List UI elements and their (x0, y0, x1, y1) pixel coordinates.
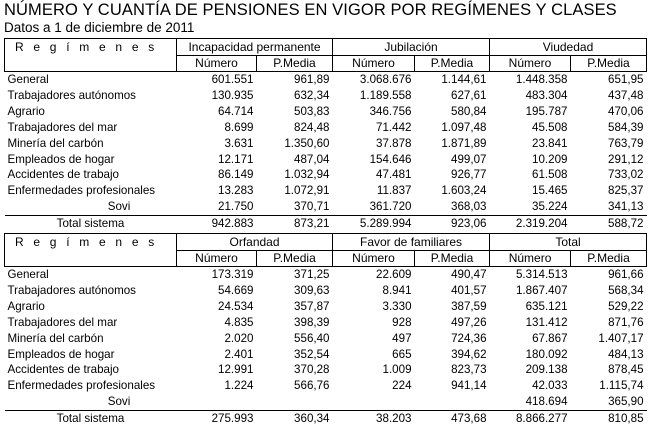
table-cell: 387,59 (451, 299, 487, 313)
table-cell: 733,02 (608, 168, 644, 182)
row-label: Accidentes de trabajo (7, 168, 119, 182)
table-cell: 497,26 (451, 315, 487, 329)
table-cell: 1.115,74 (599, 379, 644, 393)
table-cell: 3.068.676 (359, 73, 412, 86)
column-header: P.Media (257, 251, 333, 267)
table-row (5, 347, 647, 363)
row-label: Agrario (7, 299, 45, 313)
regimes-header-spacer (5, 56, 177, 72)
total-cell: 810,85 (571, 411, 647, 427)
table-cell: 763,79 (608, 136, 644, 150)
table-cell: 1.032,94 (284, 168, 330, 182)
column-header: Número (177, 56, 257, 72)
table-cell: 54.669 (218, 283, 254, 297)
table-cell: 568,34 (608, 283, 644, 297)
table-cell: 2.401 (224, 347, 254, 361)
table-cell: 130.935 (211, 88, 254, 102)
table-row (5, 315, 647, 331)
table-cell: 21.750 (218, 200, 254, 214)
table-row (5, 267, 647, 283)
table-cell: 368,03 (451, 200, 487, 214)
table-cell: 5.314.513 (515, 268, 568, 281)
regimes-header-spacer (5, 251, 177, 267)
table-cell: 651,95 (608, 73, 644, 86)
table-cell: 12.171 (218, 152, 254, 166)
table-cell: 487,04 (294, 152, 330, 166)
table-cell (257, 394, 333, 410)
table-cell: 1.603,24 (441, 184, 487, 198)
table-row (5, 394, 647, 410)
column-header: P.Media (415, 251, 490, 267)
table-row (5, 167, 647, 183)
table-cell: 371,25 (294, 268, 330, 281)
table-cell: 45.508 (532, 120, 568, 134)
table-cell: 556,40 (294, 331, 330, 345)
table-cell: 1.867.407 (515, 283, 568, 297)
table-cell: 24.534 (218, 299, 254, 313)
table-cell: 497 (392, 331, 412, 345)
row-label: Empleados de hogar (7, 347, 115, 361)
table-cell: 484,13 (608, 347, 644, 361)
row-label: Trabajadores del mar (7, 120, 118, 134)
column-header: Número (333, 251, 415, 267)
row-label: Enfermedades profesionales (7, 184, 156, 198)
table-cell: 154.646 (369, 152, 412, 166)
table-cell: 926,77 (451, 168, 487, 182)
total-label: Total sistema (5, 216, 177, 232)
table-cell: 361.720 (369, 200, 412, 214)
total-cell: 588,72 (571, 216, 647, 232)
table-row (5, 120, 647, 136)
table-cell: 1.009 (382, 363, 412, 377)
table-cell: 483.304 (525, 88, 568, 102)
table-cell: 1.871,89 (441, 136, 487, 150)
table-cell (333, 394, 415, 410)
row-label: Empleados de hogar (7, 152, 115, 166)
table-cell: 209.138 (525, 363, 568, 377)
table-cell: 357,87 (294, 299, 330, 313)
table-cell: 490,47 (451, 268, 487, 281)
table-cell: 635.121 (525, 299, 568, 313)
row-label: Trabajadores autónomos (7, 283, 136, 297)
table-cell: 961,66 (608, 268, 644, 281)
group-header: Viudedad (490, 39, 647, 56)
row-label: Minería del carbón (7, 331, 104, 345)
table-cell: 3.330 (382, 299, 412, 313)
row-label: Enfermedades profesionales (7, 379, 156, 393)
table-cell: 941,14 (451, 379, 487, 393)
column-header: P.Media (571, 56, 647, 72)
total-label: Total sistema (5, 411, 177, 427)
table-cell: 173.319 (211, 268, 254, 281)
table-row (5, 136, 647, 152)
table-cell: 37.878 (376, 136, 412, 150)
table-cell: 10.209 (532, 152, 568, 166)
table-cell: 566,76 (294, 379, 330, 393)
table-cell: 584,39 (608, 120, 644, 134)
row-label: Trabajadores del mar (7, 315, 118, 329)
table-cell: 601.551 (211, 73, 254, 86)
row-label: Agrario (7, 104, 45, 118)
table-cell: 823,73 (451, 363, 487, 377)
group-header: Incapacidad permanente (177, 39, 333, 56)
table-cell: 64.714 (218, 104, 254, 118)
total-cell: 5.289.994 (333, 216, 415, 232)
column-header: Número (177, 251, 257, 267)
table-row (5, 299, 647, 315)
table-row (5, 104, 647, 120)
table-cell: 632,34 (294, 88, 330, 102)
table-cell: 1.224 (224, 379, 254, 393)
table-cell: 401,57 (451, 283, 487, 297)
table-cell: 71.442 (376, 120, 412, 134)
row-label: Minería del carbón (7, 136, 104, 150)
total-cell: 942.883 (177, 216, 257, 232)
table-cell: 365,90 (608, 395, 644, 409)
table-cell: 13.283 (218, 184, 254, 198)
table-cell (415, 394, 490, 410)
table-cell: 871,76 (608, 315, 644, 329)
table-cell: 724,36 (451, 331, 487, 345)
table-cell: 398,39 (294, 315, 330, 329)
table-row (5, 331, 647, 347)
table-cell: 627,61 (451, 88, 487, 102)
table-row (5, 152, 647, 168)
table-cell: 12.991 (218, 363, 254, 377)
table-row (5, 199, 647, 215)
column-header: Número (490, 56, 571, 72)
total-cell: 8.866.277 (490, 411, 571, 427)
table-cell: 418.694 (525, 395, 568, 409)
table-cell: 67.867 (532, 331, 568, 345)
table-cell: 224 (392, 379, 412, 393)
table-cell: 928 (392, 315, 412, 329)
total-cell: 360,34 (257, 411, 333, 427)
regimes-header: R e g í m e n e s (5, 234, 177, 251)
table-cell: 4.835 (224, 315, 254, 329)
table-cell: 878,45 (608, 363, 644, 377)
table-cell: 1.144,61 (441, 73, 487, 86)
table-cell: 665 (392, 347, 412, 361)
group-header: Jubilación (333, 39, 490, 56)
column-header: Número (490, 251, 571, 267)
table-cell (177, 394, 257, 410)
table-cell: 503,83 (294, 104, 330, 118)
table-cell: 131.412 (525, 315, 568, 329)
table-cell: 499,07 (451, 152, 487, 166)
table-cell: 35.224 (532, 200, 568, 214)
table-2 (4, 233, 647, 427)
total-cell: 473,68 (415, 411, 490, 427)
table-cell: 825,37 (608, 184, 644, 198)
page-subtitle: Datos a 1 de diciembre de 2011 (4, 20, 195, 35)
group-header: Favor de familiares (333, 234, 490, 251)
total-cell: 275.993 (177, 411, 257, 427)
table-cell: 42.033 (532, 379, 568, 393)
row-label: Sovi (107, 200, 131, 214)
column-header: P.Media (571, 251, 647, 267)
table-cell: 1.072,91 (284, 184, 330, 198)
table-cell: 470,06 (608, 104, 644, 118)
table-cell: 1.189.558 (359, 88, 412, 102)
pensions-table-1 (4, 38, 646, 232)
table-cell: 370,28 (294, 363, 330, 377)
table-cell: 195.787 (525, 104, 568, 118)
table-cell: 580,84 (451, 104, 487, 118)
row-label: Accidentes de trabajo (7, 363, 119, 377)
table-cell: 291,12 (608, 152, 644, 166)
table-cell: 824,48 (294, 120, 330, 134)
total-cell: 923,06 (415, 216, 490, 232)
total-cell: 2.319.204 (490, 216, 571, 232)
table-cell: 15.465 (532, 184, 568, 198)
total-cell: 873,21 (257, 216, 333, 232)
table-cell: 2.020 (224, 331, 254, 345)
table-cell: 47.481 (376, 168, 412, 182)
table-cell: 370,71 (294, 200, 330, 214)
table-cell: 23.841 (532, 136, 568, 150)
group-header: Orfandad (177, 234, 333, 251)
table-cell: 1.097,48 (441, 120, 487, 134)
table-cell: 437,48 (608, 88, 644, 102)
row-label: General (7, 268, 49, 281)
table-1 (4, 38, 647, 232)
table-cell: 86.149 (218, 168, 254, 182)
pensions-table-2 (4, 233, 646, 427)
column-header: Número (333, 56, 415, 72)
table-row (5, 362, 647, 378)
table-cell: 3.631 (224, 136, 254, 150)
table-row (5, 183, 647, 199)
table-cell: 1.350,60 (284, 136, 330, 150)
table-row (5, 88, 647, 104)
table-cell: 346.756 (369, 104, 412, 118)
total-cell: 38.203 (333, 411, 415, 427)
table-cell: 529,22 (608, 299, 644, 313)
table-row (5, 283, 647, 299)
column-header: P.Media (257, 56, 333, 72)
row-label: Trabajadores autónomos (7, 88, 136, 102)
row-label: Sovi (107, 395, 131, 409)
table-cell: 352,54 (294, 347, 330, 361)
table-cell: 1.448.358 (515, 73, 568, 86)
table-cell: 8.941 (382, 283, 412, 297)
row-label: General (7, 73, 49, 86)
table-cell: 394,62 (451, 347, 487, 361)
table-cell: 961,89 (294, 73, 330, 86)
table-row (5, 72, 647, 88)
table-cell: 22.609 (376, 268, 412, 281)
regimes-header: R e g í m e n e s (5, 39, 177, 56)
page-title: NÚMERO Y CUANTÍA DE PENSIONES EN VIGOR POR REGÍMENES Y CLASES (4, 1, 617, 19)
table-row (5, 378, 647, 394)
table-cell: 1.407,17 (598, 331, 644, 345)
group-header: Total (490, 234, 647, 251)
column-header: P.Media (415, 56, 490, 72)
table-cell: 341,13 (608, 200, 644, 214)
table-cell: 61.508 (532, 168, 568, 182)
table-cell: 11.837 (376, 184, 412, 198)
table-cell: 309,63 (294, 283, 330, 297)
table-cell: 8.699 (224, 120, 254, 134)
table-cell: 180.092 (525, 347, 568, 361)
